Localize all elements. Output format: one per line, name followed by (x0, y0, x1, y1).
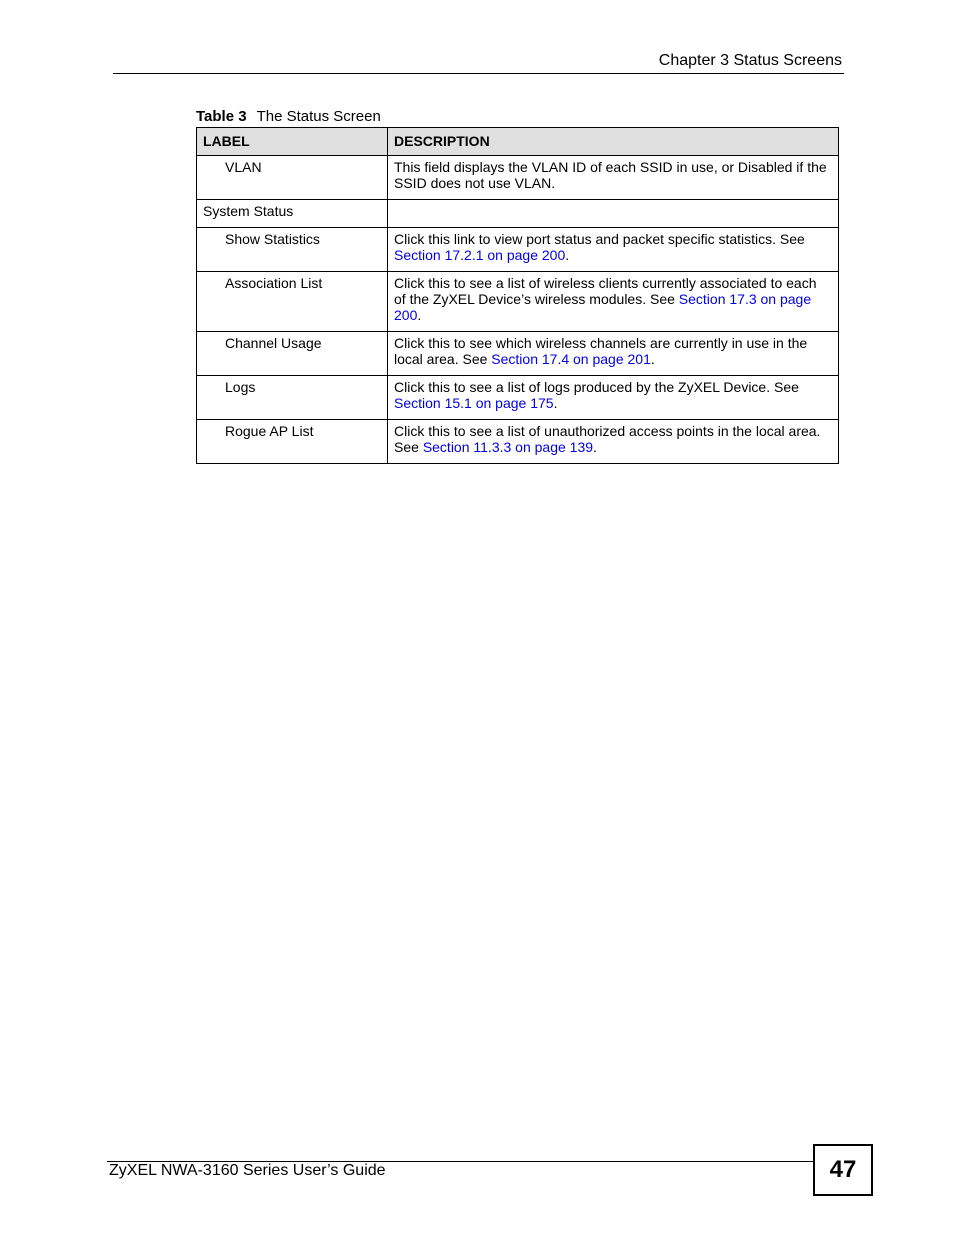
row-description (388, 272, 839, 332)
row-description-text: Click this to see a list of unauthorized access points in the local area. See (394, 423, 821, 455)
status-screen-table (196, 127, 839, 464)
row-description (388, 156, 839, 200)
row-description (388, 376, 839, 420)
header-divider (113, 73, 844, 74)
row-label: Rogue AP List (197, 420, 388, 464)
row-label: System Status (197, 200, 388, 228)
section-link[interactable]: Section 17.2.1 on page 200 (394, 247, 566, 263)
table-row (197, 228, 839, 272)
row-description-tail: . (593, 439, 597, 455)
row-description-text: Click this link to view port status and packet specific statistics. See (394, 231, 805, 247)
row-label: Logs (197, 376, 388, 420)
guide-title: ZyXEL NWA-3160 Series User’s Guide (109, 1162, 386, 1179)
row-description-text: This field displays the VLAN ID of each SSID in use, or Disabled if the SSID does not use VLAN. (394, 159, 827, 191)
section-link[interactable]: Section 17.3 on page 200 (394, 291, 812, 323)
table-row (197, 420, 839, 464)
table-row (197, 272, 839, 332)
row-description-text: Click this to see a list of wireless clients currently associated to each of the ZyXEL Device’s wireless modules. See (394, 275, 817, 307)
row-label: Association List (197, 272, 388, 332)
table-row (197, 332, 839, 376)
row-description (388, 420, 839, 464)
row-description (388, 228, 839, 272)
section-link[interactable]: Section 11.3.3 on page 139 (422, 439, 594, 455)
table-row (197, 200, 839, 228)
row-description-tail: . (417, 307, 422, 323)
table-caption (196, 107, 381, 126)
row-description-text: Click this to see which wireless channels are currently in use in the local area. See (394, 335, 808, 367)
row-description-tail: . (650, 351, 655, 367)
column-header-description: DESCRIPTION (388, 128, 839, 156)
row-description (388, 332, 839, 376)
table-row (197, 156, 839, 200)
page-number: 47 (813, 1144, 873, 1196)
row-label: Channel Usage (197, 332, 388, 376)
row-description-tail: . (553, 395, 558, 411)
row-label: VLAN (197, 156, 388, 200)
table-caption-title: The Status Screen (256, 108, 381, 125)
table-row (197, 376, 839, 420)
row-description-text: Click this to see a list of logs produced by the ZyXEL Device. See (394, 379, 799, 395)
chapter-header: Chapter 3 Status Screens (658, 52, 842, 69)
table-header-row (197, 128, 839, 156)
table-caption-number: Table 3 (196, 108, 247, 125)
column-header-label: LABEL (197, 128, 388, 156)
section-link[interactable]: Section 15.1 on page 175 (394, 395, 554, 411)
row-description (388, 200, 839, 228)
row-description-tail: . (565, 247, 570, 263)
section-link[interactable]: Section 17.4 on page 201 (491, 351, 651, 367)
row-label: Show Statistics (197, 228, 388, 272)
